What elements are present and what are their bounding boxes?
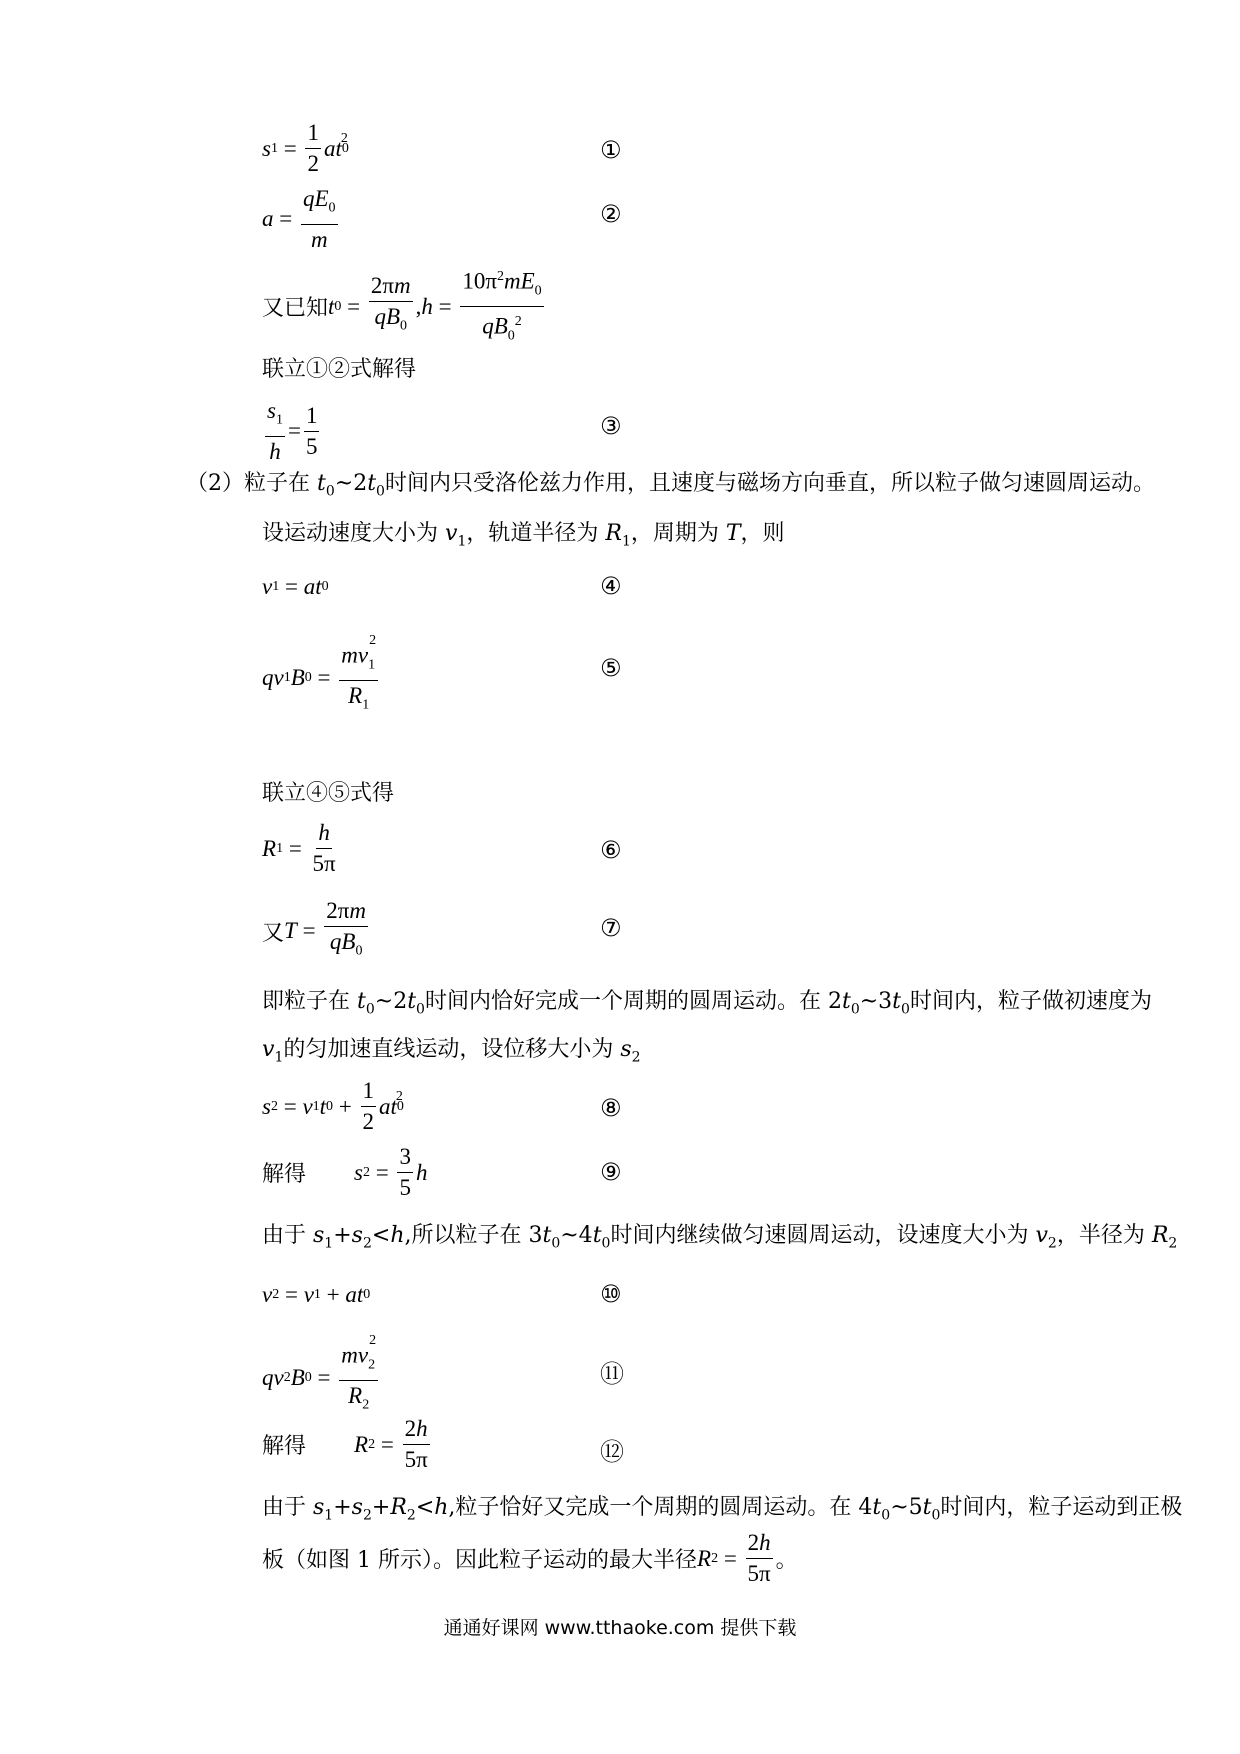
circled-number: ② <box>600 200 622 228</box>
equation-9: 解得 s 2 = $\frac{3}{5}$ h <box>262 1144 428 1200</box>
equation-8: s 2 = v 1 t 0 + $\frac{1}{2}$ at 0 $^2$ <box>262 1078 404 1134</box>
circled-number: ⑦ <box>600 914 622 942</box>
equation-5: qv 1 B 0 = $\frac{mv_1^2}{R_1}$ <box>262 633 377 713</box>
circled-number: ⑫ <box>600 1438 624 1466</box>
circled-number: ⑨ <box>600 1158 622 1186</box>
equation-3: $\frac{s_1}{h}$ = $\frac{1}{5}$ <box>267 398 318 464</box>
explanation-line: 即粒子在 $t_0\sim 2t_0$时间内恰好完成一个周期的圆周运动。在 $2t_0\sim 3t_0$时间内，粒子做初速度为 <box>262 989 1152 1018</box>
equation-6: R 1 = $\frac{h}{5\pi}$ <box>262 820 336 876</box>
equation-12: 解得 R 2 = $\frac{2h}{5\pi}$ <box>262 1416 428 1472</box>
known-conditions: 又已知 t 0 = $\frac{2\pi m}{qB_0}$ , h = $\frac{10\pi^2mE_0}{qB_0^2}$ <box>262 262 547 352</box>
circled-number: ③ <box>600 412 622 440</box>
equation-4: v 1 = at 0 <box>262 574 329 599</box>
conclusion-line: 板（如图 1 所示）。因此粒子运动的最大半径 R 2 = $\frac{2h}{5\pi}$ 。 <box>262 1530 798 1586</box>
explanation-line3: 由于 $s_1+s_2<h$,所以粒子在 $3t_0\sim 4t_0$时间内继续做匀速圆周运动，设速度大小为 $v_2$，半径为 $R_2$ <box>262 1223 1178 1252</box>
combine-line: 联立④⑤式得 <box>262 781 395 806</box>
equation-7: 又 T = $\frac{2\pi m}{qB_0}$ <box>262 898 367 959</box>
circled-number: ⑤ <box>600 654 622 682</box>
page-footer: 通通好课网 www.tthaoke.com 提供下载 <box>443 1617 797 1639</box>
equation-10: v 2 = v 1 + at 0 <box>262 1282 371 1307</box>
explanation-line2: $v_1$的匀加速直线运动，设位移大小为 $s_2$ <box>262 1037 641 1066</box>
equation-11: qv 2 B 0 = $\frac{mv_2^2}{R_2}$ <box>262 1333 377 1413</box>
circled-number: ⑩ <box>600 1280 622 1308</box>
circled-number: ⑧ <box>600 1094 622 1122</box>
circled-number: ④ <box>600 572 622 600</box>
circled-number: ⑪ <box>600 1360 624 1388</box>
part2-line2: 设运动速度大小为 $v_1$，轨道半径为 $R_1$，周期为 T，则 <box>262 521 785 550</box>
circled-number: ⑥ <box>600 836 622 864</box>
equation-1: s 1 = $\frac{1}{2}$ at 0 $^2$ <box>262 120 349 176</box>
explanation-line4: 由于 $s_1+s_2+R_2<h$,粒子恰好又完成一个周期的圆周运动。在 $4t_0\sim 5t_0$时间内，粒子运动到正极 <box>262 1495 1183 1524</box>
circled-number: ① <box>600 136 622 164</box>
combine-line: 联立①②式解得 <box>262 357 417 382</box>
equation-2: a = $\frac{qE_0}{m}$ <box>262 186 336 252</box>
part2-line: （2）粒子在 $t_0\sim 2t_0$时间内只受洛伦兹力作用，且速度与磁场方向垂直，所以粒子做匀速圆周运动。 <box>186 471 1155 500</box>
